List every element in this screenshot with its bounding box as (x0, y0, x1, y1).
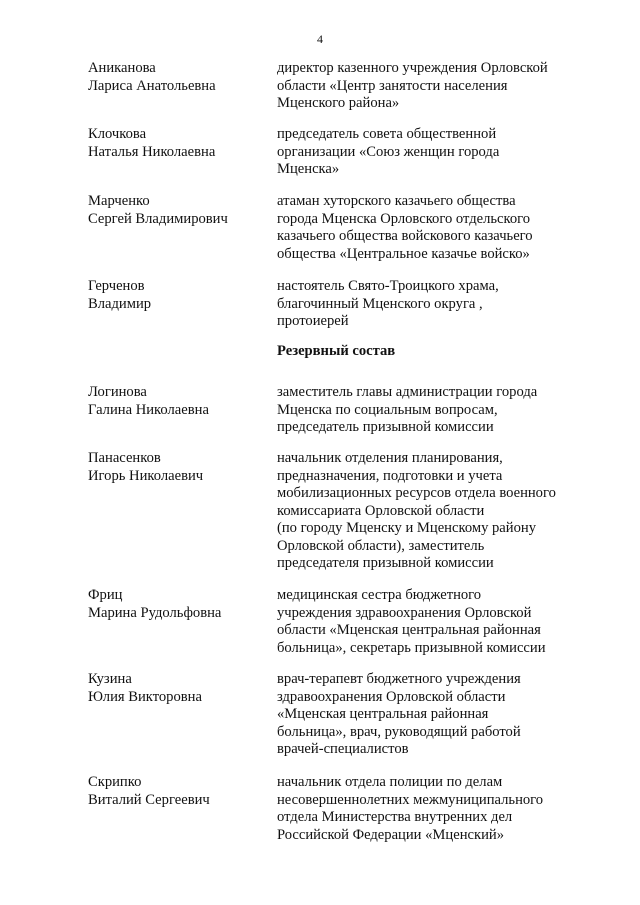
role-line: заместитель главы администрации города (277, 384, 538, 400)
member-role (277, 384, 577, 437)
surname: Герченов (88, 278, 145, 294)
surname: Скрипко (88, 774, 142, 790)
role-line: благочинный Мценского округа , (277, 295, 483, 312)
member-role (277, 671, 577, 759)
member-name (88, 587, 268, 622)
role-line: Мценска по социальным вопросам, (277, 401, 498, 418)
surname: Фриц (88, 587, 123, 603)
given-names: Наталья Николаевна (88, 143, 216, 160)
role-line: Орловской области), заместитель (277, 537, 485, 554)
role-line: «Мценская центральная районная (277, 706, 489, 722)
role-line: протоиерей (277, 313, 349, 329)
member-role (277, 774, 577, 844)
role-line: медицинская сестра бюджетного (277, 587, 482, 603)
given-names: Юлия Викторовна (88, 688, 202, 705)
role-line: организации «Союз женщин города (277, 143, 500, 160)
role-line: врачей-специалистов (277, 741, 409, 757)
member-name (88, 450, 268, 485)
given-names: Игорь Николаевич (88, 467, 204, 484)
member-name (88, 126, 268, 161)
surname: Панасенков (88, 450, 161, 466)
role-line: отдела Министерства внутренних дел (277, 809, 513, 825)
member-name (88, 193, 268, 228)
role-line: области «Центр занятости населения (277, 77, 508, 94)
surname: Аниканова (88, 60, 156, 76)
member-name (88, 278, 268, 313)
member-name (88, 774, 268, 809)
role-line: начальник отдела полиции по делам (277, 774, 503, 790)
role-line: больница», секретарь призывной комиссии (277, 639, 546, 656)
role-line: Мценска» (277, 161, 340, 177)
given-names: Галина Николаевна (88, 401, 209, 418)
role-line: казачьего общества войскового казачьего (277, 228, 533, 244)
role-line: мобилизационных ресурсов отдела военного (277, 485, 556, 501)
role-line: комиссариата Орловской области (277, 502, 485, 519)
role-line: атаман хуторского казачьего общества (277, 193, 516, 209)
given-names: Виталий Сергеевич (88, 791, 210, 808)
member-role (277, 193, 577, 263)
given-names: Владимир (88, 295, 152, 312)
given-names: Марина Рудольфовна (88, 604, 222, 621)
member-role (277, 587, 577, 657)
member-name (88, 384, 268, 419)
role-line: общества «Центральное казачье войско» (277, 245, 530, 262)
given-names: Сергей Владимирович (88, 210, 228, 227)
surname: Марченко (88, 193, 150, 209)
role-line: больница», врач, руководящий работой (277, 723, 521, 740)
member-role (277, 450, 577, 573)
role-line: (по городу Мценску и Мценскому району (277, 520, 537, 536)
role-line: предназначения, подготовки и учета (277, 467, 503, 484)
surname: Кузина (88, 671, 132, 687)
role-line: директор казенного учреждения Орловской (277, 60, 548, 76)
role-line: Мценского района» (277, 95, 400, 111)
given-names: Лариса Анатольевна (88, 77, 216, 94)
role-line: Российской Федерации «Мценский» (277, 826, 504, 843)
role-line: начальник отделения планирования, (277, 450, 503, 466)
role-line: области «Мценская центральная районная (277, 622, 541, 638)
role-line: здравоохранения Орловской области (277, 688, 506, 705)
role-line: настоятель Свято-Троицкого храма, (277, 278, 499, 294)
surname: Логинова (88, 384, 147, 400)
page-number: 4 (317, 32, 323, 46)
member-role (277, 126, 577, 179)
role-line: врач-терапевт бюджетного учреждения (277, 671, 521, 687)
member-role (277, 60, 577, 113)
member-name (88, 671, 268, 706)
role-line: председатель совета общественной (277, 126, 497, 142)
role-line: учреждения здравоохранения Орловской (277, 604, 532, 621)
surname: Клочкова (88, 126, 147, 142)
section-title: Резервный состав (277, 343, 396, 359)
role-line: города Мценска Орловского отдельского (277, 210, 531, 227)
member-name (88, 60, 268, 95)
member-role (277, 278, 577, 331)
role-line: председатель призывной комиссии (277, 419, 494, 435)
role-line: несовершеннолетних межмуниципального (277, 791, 544, 808)
role-line: председателя призывной комиссии (277, 555, 494, 571)
